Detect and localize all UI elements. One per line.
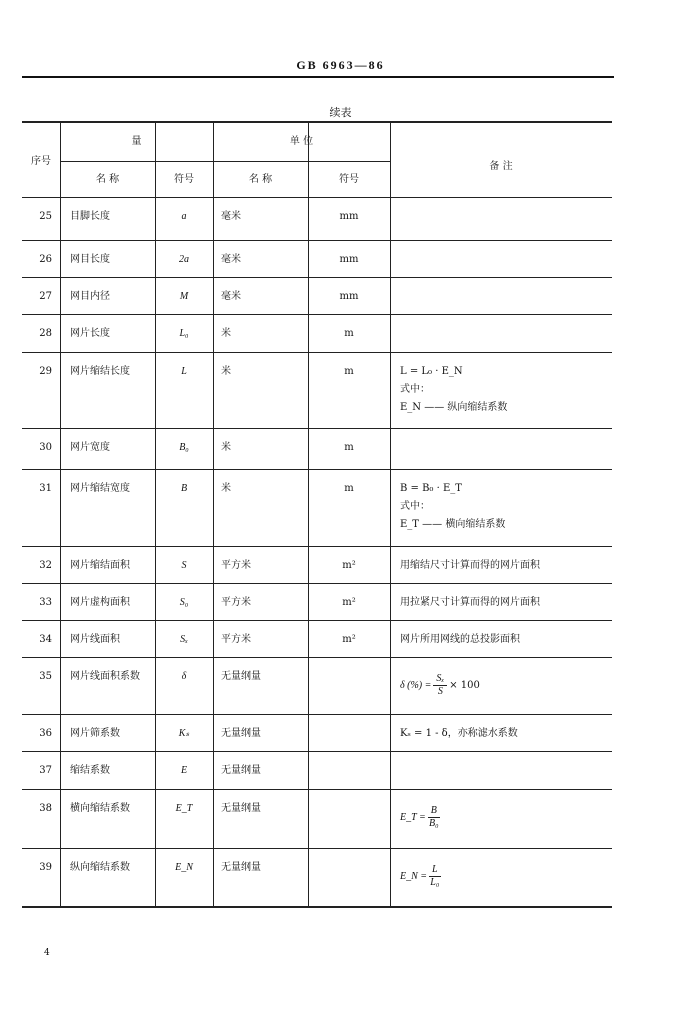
row-number: 37 [39,765,52,776]
row-unit-name: 平方米 [221,634,251,645]
row-unit-name: 毫米 [221,291,241,302]
col-header-name: 名 称 [95,174,120,185]
table-title: 续表 [329,106,352,119]
row-unit-symbol: m [344,366,354,377]
row-unit-name: 无量纲量 [221,671,261,682]
formula-denominator: L₀ [430,877,440,888]
row-unit-name: 无量纲量 [221,862,261,873]
row-unit-name: 米 [221,442,231,453]
table-rule [22,789,612,790]
row-symbol: B₀ [179,442,189,453]
row-unit-name: 无量纲量 [221,765,261,776]
row-name: 网片线面积系数 [70,671,140,682]
row-name: 网片缩结面积 [70,560,130,571]
row-unit-symbol: m² [342,597,356,608]
row-remark: 网片所用网线的总投影面积 [400,634,520,645]
row-symbol: L [181,366,187,377]
header-rule [22,76,614,78]
row-unit-symbol: m² [342,560,356,571]
formula-lhs: E_T = [400,812,426,823]
row-symbol: S [181,560,187,571]
row-name: 纵向缩结系数 [70,862,130,873]
row-name: 网片虚构面积 [70,597,130,608]
row-symbol: M [179,291,189,302]
table-rule [22,469,612,470]
row-unit-name: 平方米 [221,597,251,608]
row-number: 38 [39,803,52,814]
row-symbol: Kₛ [178,728,190,739]
table-rule [22,906,612,908]
row-name: 目脚长度 [70,211,110,222]
row-unit-symbol: mm [339,254,359,265]
table-rule [308,121,309,906]
table-rule [213,161,390,162]
row-unit-symbol: m² [342,634,356,645]
table-rule [22,314,612,315]
col-header-remark: 备 注 [489,161,513,172]
row-remark: 用缩结尺寸计算而得的网片面积 [400,560,540,571]
row-remark: 式中： [400,384,430,395]
standard-code-header: GB 6963—86 [296,58,385,72]
row-remark: E_N —— 纵向缩结系数 [400,402,508,413]
row-remark: L = L₀ · E_N [400,366,463,377]
formula-numerator: Sₓ [433,673,447,686]
table-rule [22,121,612,123]
table-rule [22,428,612,429]
remark-formula [400,864,443,889]
row-name: 网片长度 [70,328,110,339]
row-unit-name: 无量纲量 [221,728,261,739]
row-name: 横向缩结系数 [70,803,130,814]
row-remark: 式中： [400,501,430,512]
row-number: 31 [39,483,52,494]
row-number: 27 [39,291,52,302]
row-symbol: S₀ [179,597,189,608]
row-number: 32 [39,560,52,571]
row-number: 34 [39,634,52,645]
row-unit-symbol: mm [339,291,359,302]
row-symbol: E_N [175,862,193,873]
row-remark: B = B₀ · E_T [400,483,462,494]
row-unit-name: 平方米 [221,560,251,571]
row-symbol: a [181,211,187,222]
row-number: 35 [39,671,52,682]
row-number: 28 [39,328,52,339]
row-number: 29 [39,366,52,377]
row-unit-symbol: m [344,328,354,339]
table-rule [213,121,214,906]
table-rule [22,277,612,278]
row-unit-symbol: m [344,442,354,453]
table-rule [22,848,612,849]
col-header-unit-name: 名 称 [248,174,273,185]
row-unit-symbol: mm [339,211,359,222]
row-number: 39 [39,862,52,873]
remark-formula [400,673,480,698]
table-rule [22,583,612,584]
row-unit-name: 米 [221,328,231,339]
row-unit-symbol: m [344,483,354,494]
row-symbol: E [180,765,188,776]
row-symbol: Sₓ [180,634,188,645]
page-number: 4 [44,948,50,958]
row-number: 25 [39,211,52,222]
row-name: 网片缩结宽度 [70,483,130,494]
table-rule [22,352,612,353]
formula-denominator: B₀ [429,818,439,829]
col-header-unit: 单 位 [289,136,314,147]
row-symbol: E_T [175,803,193,814]
row-unit-name: 米 [221,366,231,377]
table-rule [22,197,612,198]
row-unit-name: 无量纲量 [221,803,261,814]
table-rule [22,546,612,547]
row-symbol: L₀ [179,328,189,339]
row-number: 33 [39,597,52,608]
remark-formula [400,805,442,830]
table-rule [390,121,391,906]
row-symbol: 2a [179,254,189,265]
formula-numerator: B [428,805,440,818]
table-rule [60,161,213,162]
col-header-unit-symbol: 符号 [339,174,359,185]
formula-denominator: S [437,686,443,697]
col-header-quantity: 量 [131,136,142,147]
col-header-index: 序号 [31,156,51,167]
table-rule [22,620,612,621]
row-number: 30 [39,442,52,453]
row-unit-name: 毫米 [221,254,241,265]
table-rule [22,751,612,752]
formula-fraction [428,805,440,830]
formula-fraction [433,673,447,698]
row-unit-name: 米 [221,483,231,494]
table-rule [155,121,156,906]
row-name: 网片缩结长度 [70,366,130,377]
table-rule [60,121,61,906]
col-header-symbol: 符号 [174,174,194,185]
row-unit-name: 毫米 [221,211,241,222]
row-number: 36 [39,728,52,739]
table-rule [22,240,612,241]
table-rule [22,657,612,658]
row-number: 26 [39,254,52,265]
row-symbol: B [180,483,188,494]
formula-lhs: E_N = [400,871,428,882]
row-name: 网目内径 [70,291,110,302]
row-name: 缩结系数 [70,765,110,776]
row-name: 网片筛系数 [70,728,120,739]
formula-fraction [429,864,441,889]
row-symbol: δ [181,671,187,682]
formula-tail: × 100 [449,680,480,691]
row-name: 网片线面积 [70,634,120,645]
formula-lhs: δ (%) = [400,680,432,691]
row-name: 网目长度 [70,254,110,265]
row-remark: E_T —— 横向缩结系数 [400,519,506,530]
row-remark: 用拉紧尺寸计算而得的网片面积 [400,597,540,608]
row-name: 网片宽度 [70,442,110,453]
formula-numerator: L [429,864,441,877]
row-remark: Kₛ = 1 - δ，亦称滤水系数 [400,728,518,739]
table-rule [22,714,612,715]
